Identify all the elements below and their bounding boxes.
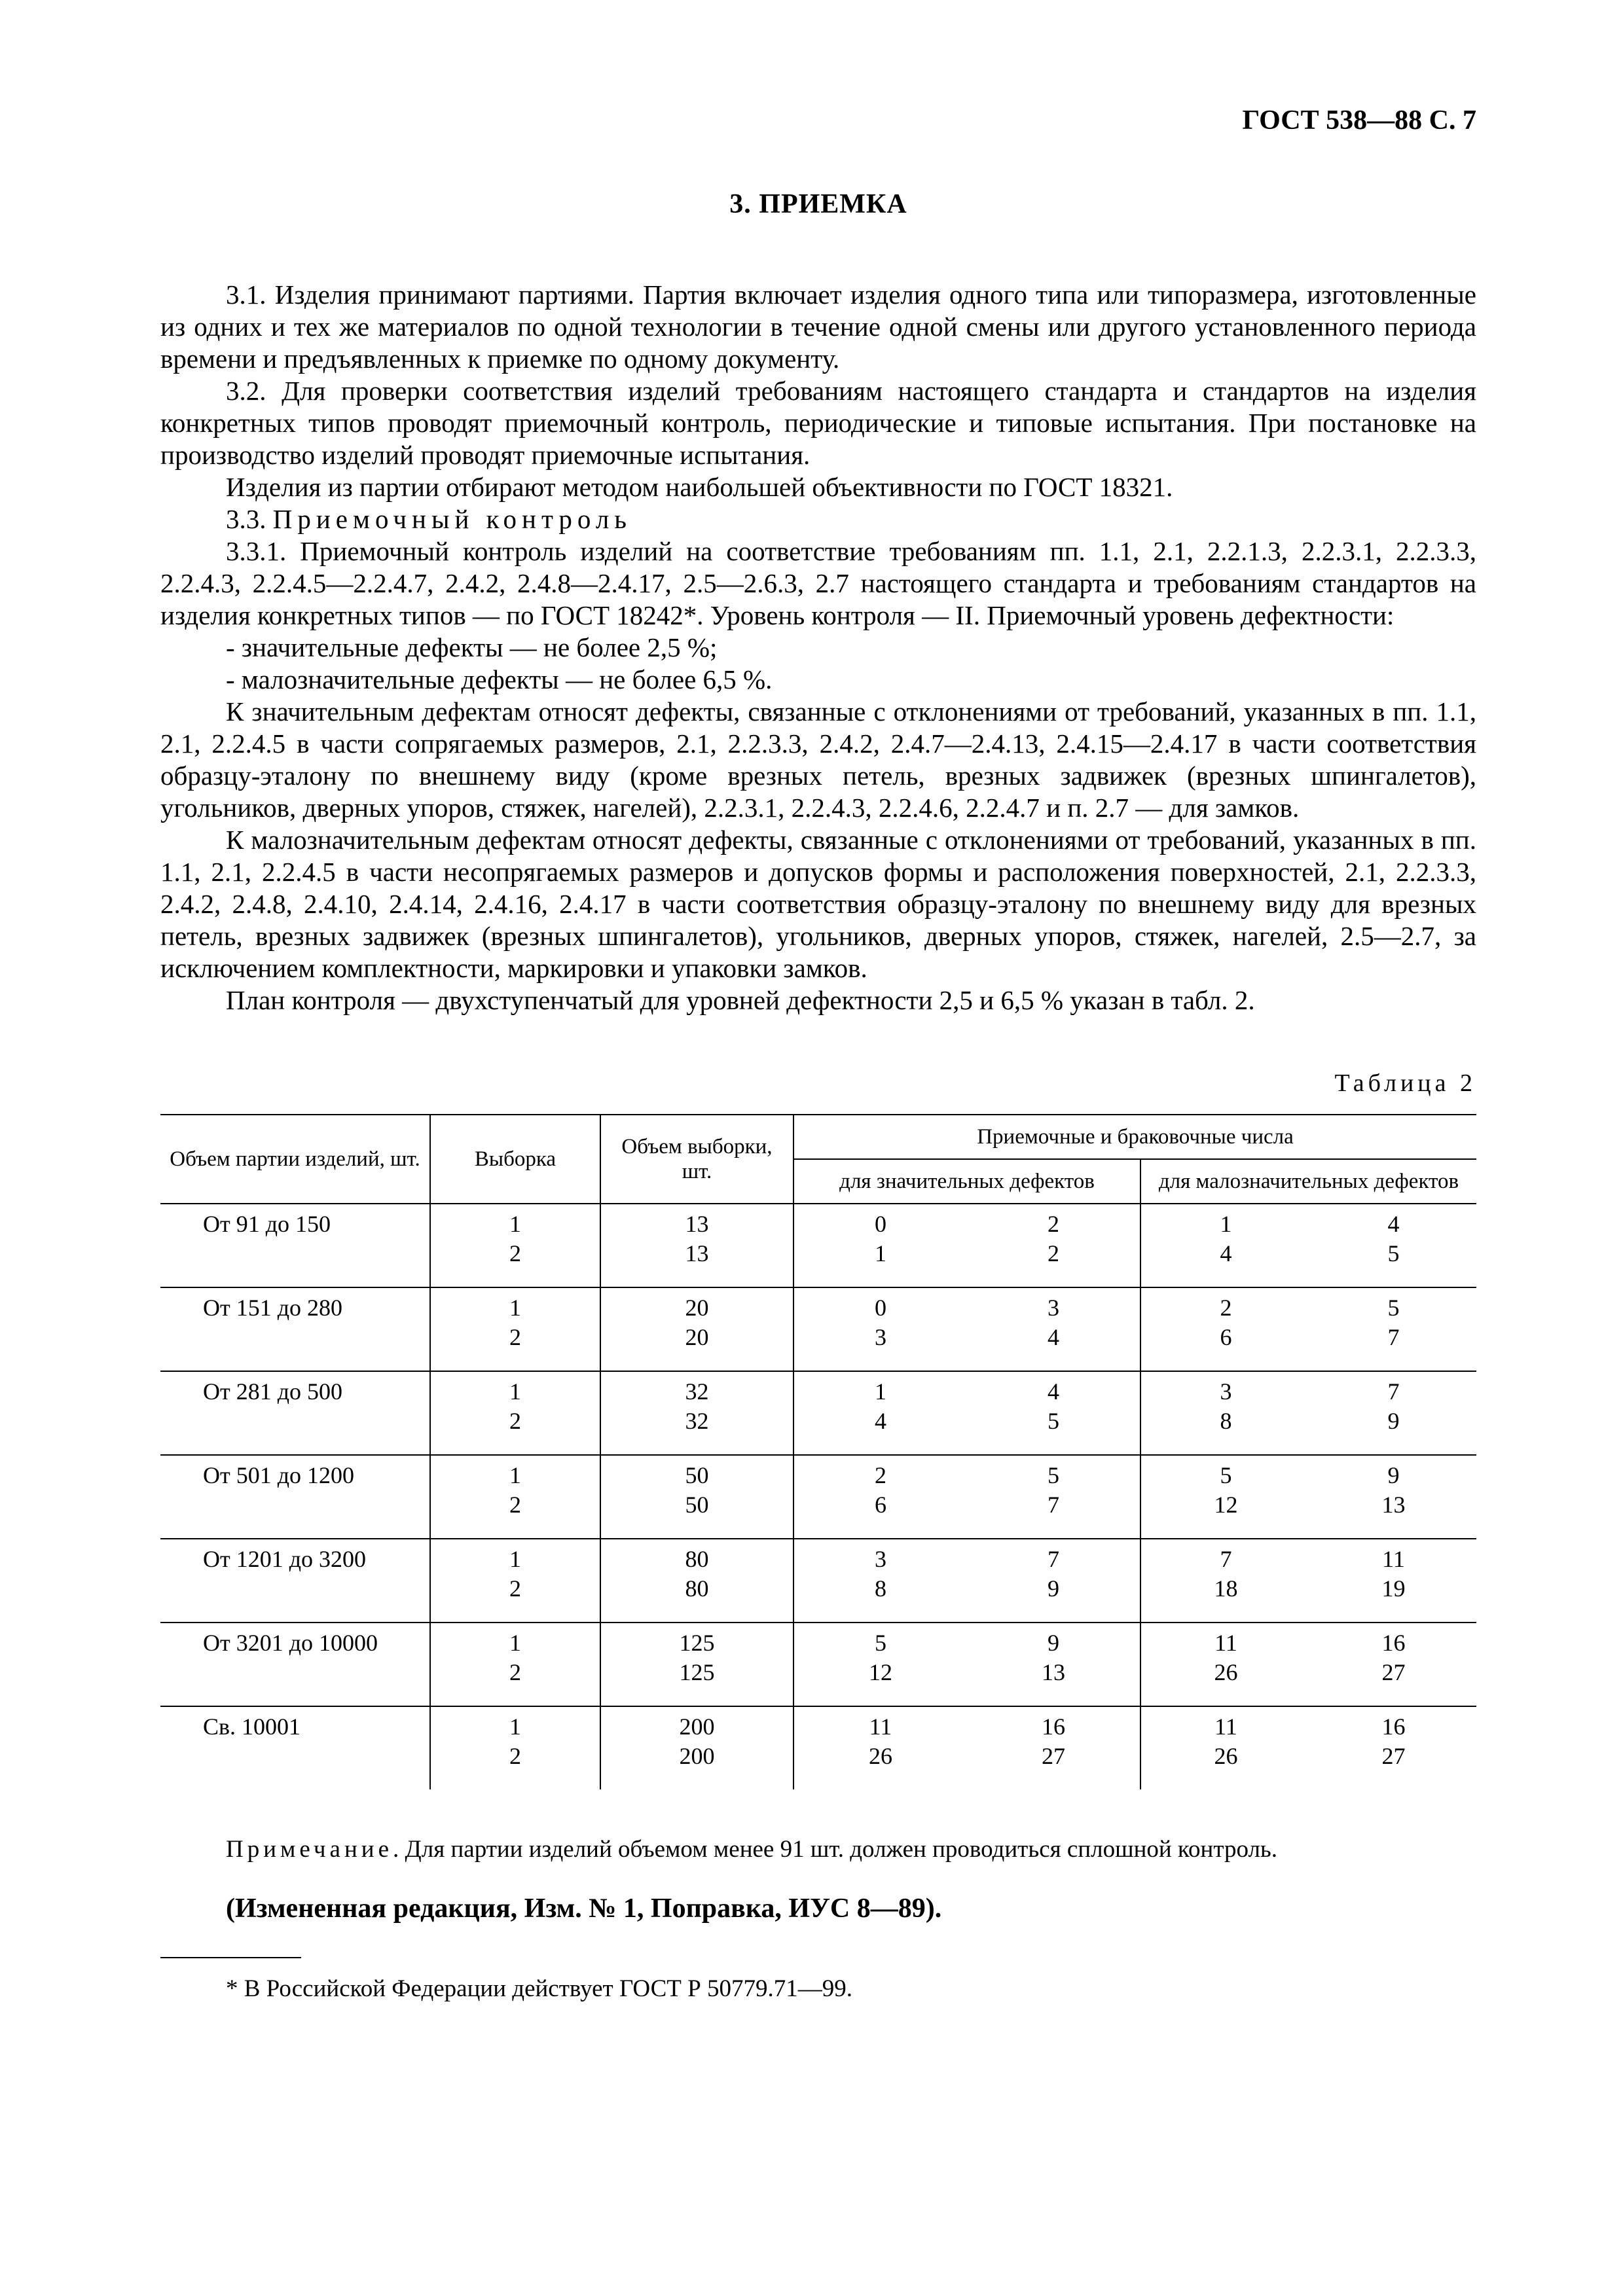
cell-significant-rejection-value: 2 xyxy=(1048,1240,1059,1266)
paragraph-minor-defects: К малозначительным дефектам относят дефекты, связанные с отклонениями от требований, указанных в пп. 1.1, 2.1, 2.2.4.5 в части несопрягаемых размеров и допусков формы и расположения поверхностей, 2.1, 2.2.3.3, 2.4.2, 2.4.8, 2.4.10, 2.4.14, 2.4.16, 2.4.17 в части соответствия образцу-эталону по внешнему виду для врезных петель, врезных задвижек (врезных шпингалетов), угольников, дверных упоров, стяжек, нагелей, 2.5—2.7, за исключением комплектности, маркировки и упаковки замков. xyxy=(160,825,1476,983)
cell-significant-acceptance xyxy=(793,1371,967,1455)
table-row xyxy=(160,1371,1476,1455)
cell-minor-acceptance xyxy=(1140,1455,1311,1539)
cell-minor-rejection-value: 9 xyxy=(1387,1462,1400,1488)
cell-minor-rejection xyxy=(1311,1623,1476,1706)
cell-significant-rejection-value: 4 xyxy=(1048,1324,1059,1350)
cell-significant-rejection-value: 7 xyxy=(1048,1546,1059,1572)
cell-significant-rejection xyxy=(967,1539,1140,1623)
cell-sample-size-value: 125 xyxy=(679,1659,715,1685)
cell-sample-value: 2 xyxy=(509,1743,521,1769)
cell-minor-rejection-value: 11 xyxy=(1382,1546,1405,1572)
cell-sample-value: 2 xyxy=(509,1492,521,1518)
cell-sample-value: 1 xyxy=(509,1630,521,1656)
cell-significant-rejection xyxy=(967,1371,1140,1455)
cell-significant-rejection-value: 9 xyxy=(1048,1630,1059,1656)
table-row xyxy=(160,1287,1476,1371)
cell-minor-rejection xyxy=(1311,1706,1476,1789)
cell-lot-size: Св. 10001 xyxy=(203,1713,301,1740)
cell-minor-rejection-value: 27 xyxy=(1381,1659,1406,1685)
cell-significant-acceptance-value: 3 xyxy=(875,1324,886,1350)
cell-minor-rejection-value: 9 xyxy=(1387,1408,1400,1434)
section-title: 3. ПРИЕМКА xyxy=(729,189,907,219)
cell-sample-size-value: 20 xyxy=(685,1324,709,1350)
cell-significant-acceptance-value: 0 xyxy=(875,1295,886,1321)
cell-minor-acceptance-value: 6 xyxy=(1220,1324,1232,1350)
cell-sample xyxy=(430,1539,600,1623)
header-sample: Выборка xyxy=(430,1115,600,1204)
table-row xyxy=(160,1623,1476,1706)
cell-significant-rejection xyxy=(967,1706,1140,1789)
cell-lot-size: От 151 до 280 xyxy=(160,1287,430,1371)
cell-sample-value: 1 xyxy=(509,1546,521,1572)
cell-minor-rejection-value: 27 xyxy=(1381,1743,1406,1769)
cell-sample-size-value: 13 xyxy=(685,1211,709,1237)
cell-significant-acceptance xyxy=(793,1204,967,1287)
table-row xyxy=(160,1455,1476,1539)
cell-sample-size xyxy=(600,1706,793,1789)
cell-sample-value: 2 xyxy=(509,1240,521,1266)
cell-significant-rejection xyxy=(967,1287,1140,1371)
paragraph-sampling: Изделия из партии отбирают методом наибольшей объективности по ГОСТ 18321. xyxy=(226,472,1173,502)
cell-sample-size-value: 80 xyxy=(685,1575,709,1602)
cell-minor-acceptance-value: 4 xyxy=(1220,1240,1232,1266)
header-lot-size: Объем партии изделий, шт. xyxy=(160,1115,430,1204)
cell-significant-rejection-value: 16 xyxy=(1042,1713,1065,1740)
cell-minor-rejection xyxy=(1311,1455,1476,1539)
table-body xyxy=(160,1204,1476,1789)
cell-significant-rejection-value: 13 xyxy=(1042,1659,1065,1685)
cell-sample xyxy=(430,1623,600,1706)
cell-minor-rejection-value: 5 xyxy=(1387,1295,1400,1321)
cell-minor-acceptance xyxy=(1140,1623,1311,1706)
cell-lot-size: От 281 до 500 xyxy=(160,1371,430,1455)
cell-significant-acceptance-value: 6 xyxy=(875,1492,886,1518)
cell-minor-acceptance-value: 7 xyxy=(1220,1546,1232,1572)
cell-sample-size xyxy=(600,1371,793,1455)
cell-significant-acceptance-value: 12 xyxy=(869,1659,892,1685)
header-sample-size: Объем выборки, шт. xyxy=(600,1115,793,1204)
cell-minor-rejection-value: 7 xyxy=(1387,1324,1400,1350)
cell-minor-acceptance-value: 3 xyxy=(1220,1378,1232,1405)
cell-sample-size-value: 32 xyxy=(685,1408,709,1434)
cell-sample xyxy=(430,1371,600,1455)
cell-sample-size-value: 32 xyxy=(685,1378,709,1405)
table-caption: Таблица 2 xyxy=(1334,1069,1476,1097)
cell-sample-value: 1 xyxy=(509,1462,521,1488)
cell-sample-size-value: 50 xyxy=(685,1492,709,1518)
cell-sample-size-value: 50 xyxy=(685,1462,709,1488)
table-row xyxy=(160,1706,1476,1789)
cell-lot-size: От 501 до 1200 xyxy=(160,1455,430,1539)
cell-minor-acceptance-value: 8 xyxy=(1220,1408,1232,1434)
cell-minor-rejection xyxy=(1311,1287,1476,1371)
cell-sample-value: 2 xyxy=(509,1324,521,1350)
cell-sample xyxy=(430,1706,600,1789)
table-row xyxy=(160,1539,1476,1623)
cell-significant-rejection xyxy=(967,1455,1140,1539)
cell-minor-rejection xyxy=(1311,1204,1476,1287)
footnote-rule xyxy=(160,1957,301,1958)
cell-lot-size: От 91 до 150 xyxy=(160,1204,430,1287)
cell-sample-value: 1 xyxy=(509,1211,521,1237)
cell-sample-size-value: 200 xyxy=(679,1713,715,1740)
paragraph-3-2: 3.2. Для проверки соответствия изделий требованиям настоящего стандарта и стандартов на изделия конкретных типов проводят приемочный контроль, периодические и типовые испытания. При постановке на производство изделий проводят приемочные испытания. xyxy=(160,376,1476,470)
cell-sample-size-value: 200 xyxy=(679,1743,715,1769)
paragraph-3-3 xyxy=(160,503,1476,535)
cell-significant-acceptance-value: 8 xyxy=(875,1575,886,1602)
paragraph-control-plan: План контроля — двухступенчатый для уровней дефектности 2,5 и 6,5 % указан в табл. 2. xyxy=(226,985,1255,1015)
cell-significant-acceptance-value: 4 xyxy=(875,1408,886,1434)
header-significant-defects: для значительных дефектов xyxy=(793,1159,1140,1204)
cell-minor-acceptance xyxy=(1140,1371,1311,1455)
cell-significant-acceptance-value: 26 xyxy=(869,1743,892,1769)
paragraph-3-3-number: 3.3. xyxy=(226,504,266,534)
cell-minor-acceptance-value: 26 xyxy=(1214,1743,1238,1769)
paragraph-significant-defects: К значительным дефектам относят дефекты, связанные с отклонениями от требований, указанных в пп. 1.1, 2.1, 2.2.4.5 в части сопрягаемых размеров, 2.1, 2.2.3.3, 2.4.2, 2.4.7—2.4.13, 2.4.15—2.4.17 в части соответствия образцу-эталону по внешнему виду (кроме врезных петель, врезных задвижек (врезных шпингалетов), угольников, дверных упоров, стяжек, нагелей), 2.2.3.1, 2.2.4.3, 2.2.4.6, 2.2.4.7 и п. 2.7 — для замков. xyxy=(160,696,1476,823)
cell-significant-acceptance xyxy=(793,1539,967,1623)
cell-minor-rejection-value: 7 xyxy=(1387,1378,1400,1405)
cell-minor-acceptance-value: 12 xyxy=(1214,1492,1238,1518)
page-header: ГОСТ 538—88 С. 7 xyxy=(1242,105,1476,135)
paragraph-3-3-1: 3.3.1. Приемочный контроль изделий на соответствие требованиям пп. 1.1, 2.1, 2.2.1.3, 2.2.3.1, 2.2.3.3, 2.2.4.3, 2.2.4.5—2.2.4.7, 2.4.2, 2.4.8—2.4.17, 2.5—2.6.3, 2.7 настоящего стандарта и требованиям стандартов на изделия конкретных типов — по ГОСТ 18242*. Уровень контроля — II. Приемочный уровень дефектности: xyxy=(160,536,1476,630)
cell-sample-value: 1 xyxy=(509,1378,521,1405)
cell-significant-acceptance-value: 2 xyxy=(875,1462,886,1488)
note-label: Примечание xyxy=(226,1836,393,1863)
cell-sample-size xyxy=(600,1539,793,1623)
cell-minor-acceptance xyxy=(1140,1706,1311,1789)
cell-minor-acceptance-value: 18 xyxy=(1214,1575,1238,1602)
cell-significant-rejection-value: 5 xyxy=(1048,1408,1059,1434)
cell-minor-acceptance xyxy=(1140,1539,1311,1623)
cell-sample-size xyxy=(600,1455,793,1539)
cell-sample xyxy=(430,1455,600,1539)
cell-significant-acceptance-value: 3 xyxy=(875,1546,886,1572)
cell-minor-acceptance-value: 1 xyxy=(1220,1211,1232,1237)
cell-significant-acceptance-value: 1 xyxy=(875,1240,886,1266)
cell-significant-acceptance-value: 5 xyxy=(875,1630,886,1656)
cell-minor-rejection-value: 5 xyxy=(1387,1240,1400,1266)
cell-significant-acceptance xyxy=(793,1287,967,1371)
cell-sample-size xyxy=(600,1287,793,1371)
acceptance-table xyxy=(160,1114,1476,1789)
cell-sample xyxy=(430,1287,600,1371)
cell-significant-acceptance xyxy=(793,1706,967,1789)
cell-minor-rejection-value: 16 xyxy=(1381,1630,1406,1656)
cell-minor-rejection xyxy=(1311,1539,1476,1623)
cell-sample-value: 1 xyxy=(509,1295,521,1321)
cell-sample-size-value: 20 xyxy=(685,1295,709,1321)
paragraph-3-3-title: Приемочный контроль xyxy=(272,504,632,534)
header-acceptance-rejection: Приемочные и браковочные числа xyxy=(793,1115,1476,1159)
cell-significant-rejection-value: 7 xyxy=(1048,1492,1059,1518)
cell-sample-size-value: 13 xyxy=(685,1240,709,1266)
cell-minor-acceptance-value: 26 xyxy=(1214,1659,1238,1685)
cell-sample-size-value: 80 xyxy=(685,1546,709,1572)
cell-minor-acceptance xyxy=(1140,1287,1311,1371)
table-note xyxy=(160,1835,1476,1863)
cell-minor-rejection xyxy=(1311,1371,1476,1455)
cell-sample-size xyxy=(600,1204,793,1287)
cell-minor-acceptance-value: 2 xyxy=(1220,1295,1232,1321)
cell-lot-size: От 3201 до 10000 xyxy=(160,1623,430,1706)
cell-significant-acceptance xyxy=(793,1455,967,1539)
cell-significant-acceptance-value: 11 xyxy=(869,1713,892,1740)
cell-minor-acceptance-value: 5 xyxy=(1220,1462,1232,1488)
list-item-minor: - малозначительные дефекты — не более 6,5 %. xyxy=(226,664,773,694)
footnote: * В Российской Федерации действует ГОСТ Р 50779.71—99. xyxy=(226,1975,852,2002)
header-minor-defects: для малозначительных дефектов xyxy=(1140,1159,1476,1204)
document-page xyxy=(160,105,1476,2003)
cell-minor-acceptance-value: 11 xyxy=(1214,1630,1237,1656)
cell-significant-rejection xyxy=(967,1204,1140,1287)
cell-minor-rejection-value: 4 xyxy=(1387,1211,1400,1237)
cell-significant-rejection-value: 3 xyxy=(1048,1295,1059,1321)
cell-significant-rejection-value: 9 xyxy=(1048,1575,1059,1602)
cell-significant-acceptance xyxy=(793,1623,967,1706)
cell-minor-acceptance-value: 11 xyxy=(1214,1713,1237,1740)
cell-sample-size-value: 125 xyxy=(679,1630,715,1656)
cell-significant-rejection-value: 4 xyxy=(1048,1378,1059,1405)
cell-significant-rejection-value: 27 xyxy=(1042,1743,1065,1769)
table-row xyxy=(160,1204,1476,1287)
cell-significant-rejection xyxy=(967,1623,1140,1706)
cell-minor-rejection-value: 19 xyxy=(1381,1575,1406,1602)
list-item-significant: - значительные дефекты — не более 2,5 %; xyxy=(226,632,718,662)
paragraph-3-1: 3.1. Изделия принимают партиями. Партия включает изделия одного типа или типоразмера, изготовленные из одних и тех же материалов по одной технологии в течение одной смены или другого установленного периода времени и предъявленных к приемке по одному документу. xyxy=(160,279,1476,374)
cell-sample-size xyxy=(600,1623,793,1706)
cell-lot-size: От 1201 до 3200 xyxy=(160,1539,430,1623)
cell-minor-rejection-value: 16 xyxy=(1381,1713,1406,1740)
cell-minor-rejection-value: 13 xyxy=(1381,1492,1406,1518)
changed-edition: (Измененная редакция, Изм. № 1, Поправка, ИУС 8—89). xyxy=(226,1893,942,1924)
cell-significant-acceptance-value: 0 xyxy=(875,1211,886,1237)
cell-sample-value: 2 xyxy=(509,1659,521,1685)
cell-sample-value: 1 xyxy=(509,1713,521,1740)
cell-minor-acceptance xyxy=(1140,1204,1311,1287)
note-text: . Для партии изделий объемом менее 91 шт. должен проводиться сплошной контроль. xyxy=(393,1836,1278,1863)
cell-significant-rejection-value: 2 xyxy=(1048,1211,1059,1237)
cell-significant-acceptance-value: 1 xyxy=(875,1378,886,1405)
cell-sample-value: 2 xyxy=(509,1408,521,1434)
cell-sample xyxy=(430,1204,600,1287)
cell-sample-value: 2 xyxy=(509,1575,521,1602)
cell-significant-rejection-value: 5 xyxy=(1048,1462,1059,1488)
